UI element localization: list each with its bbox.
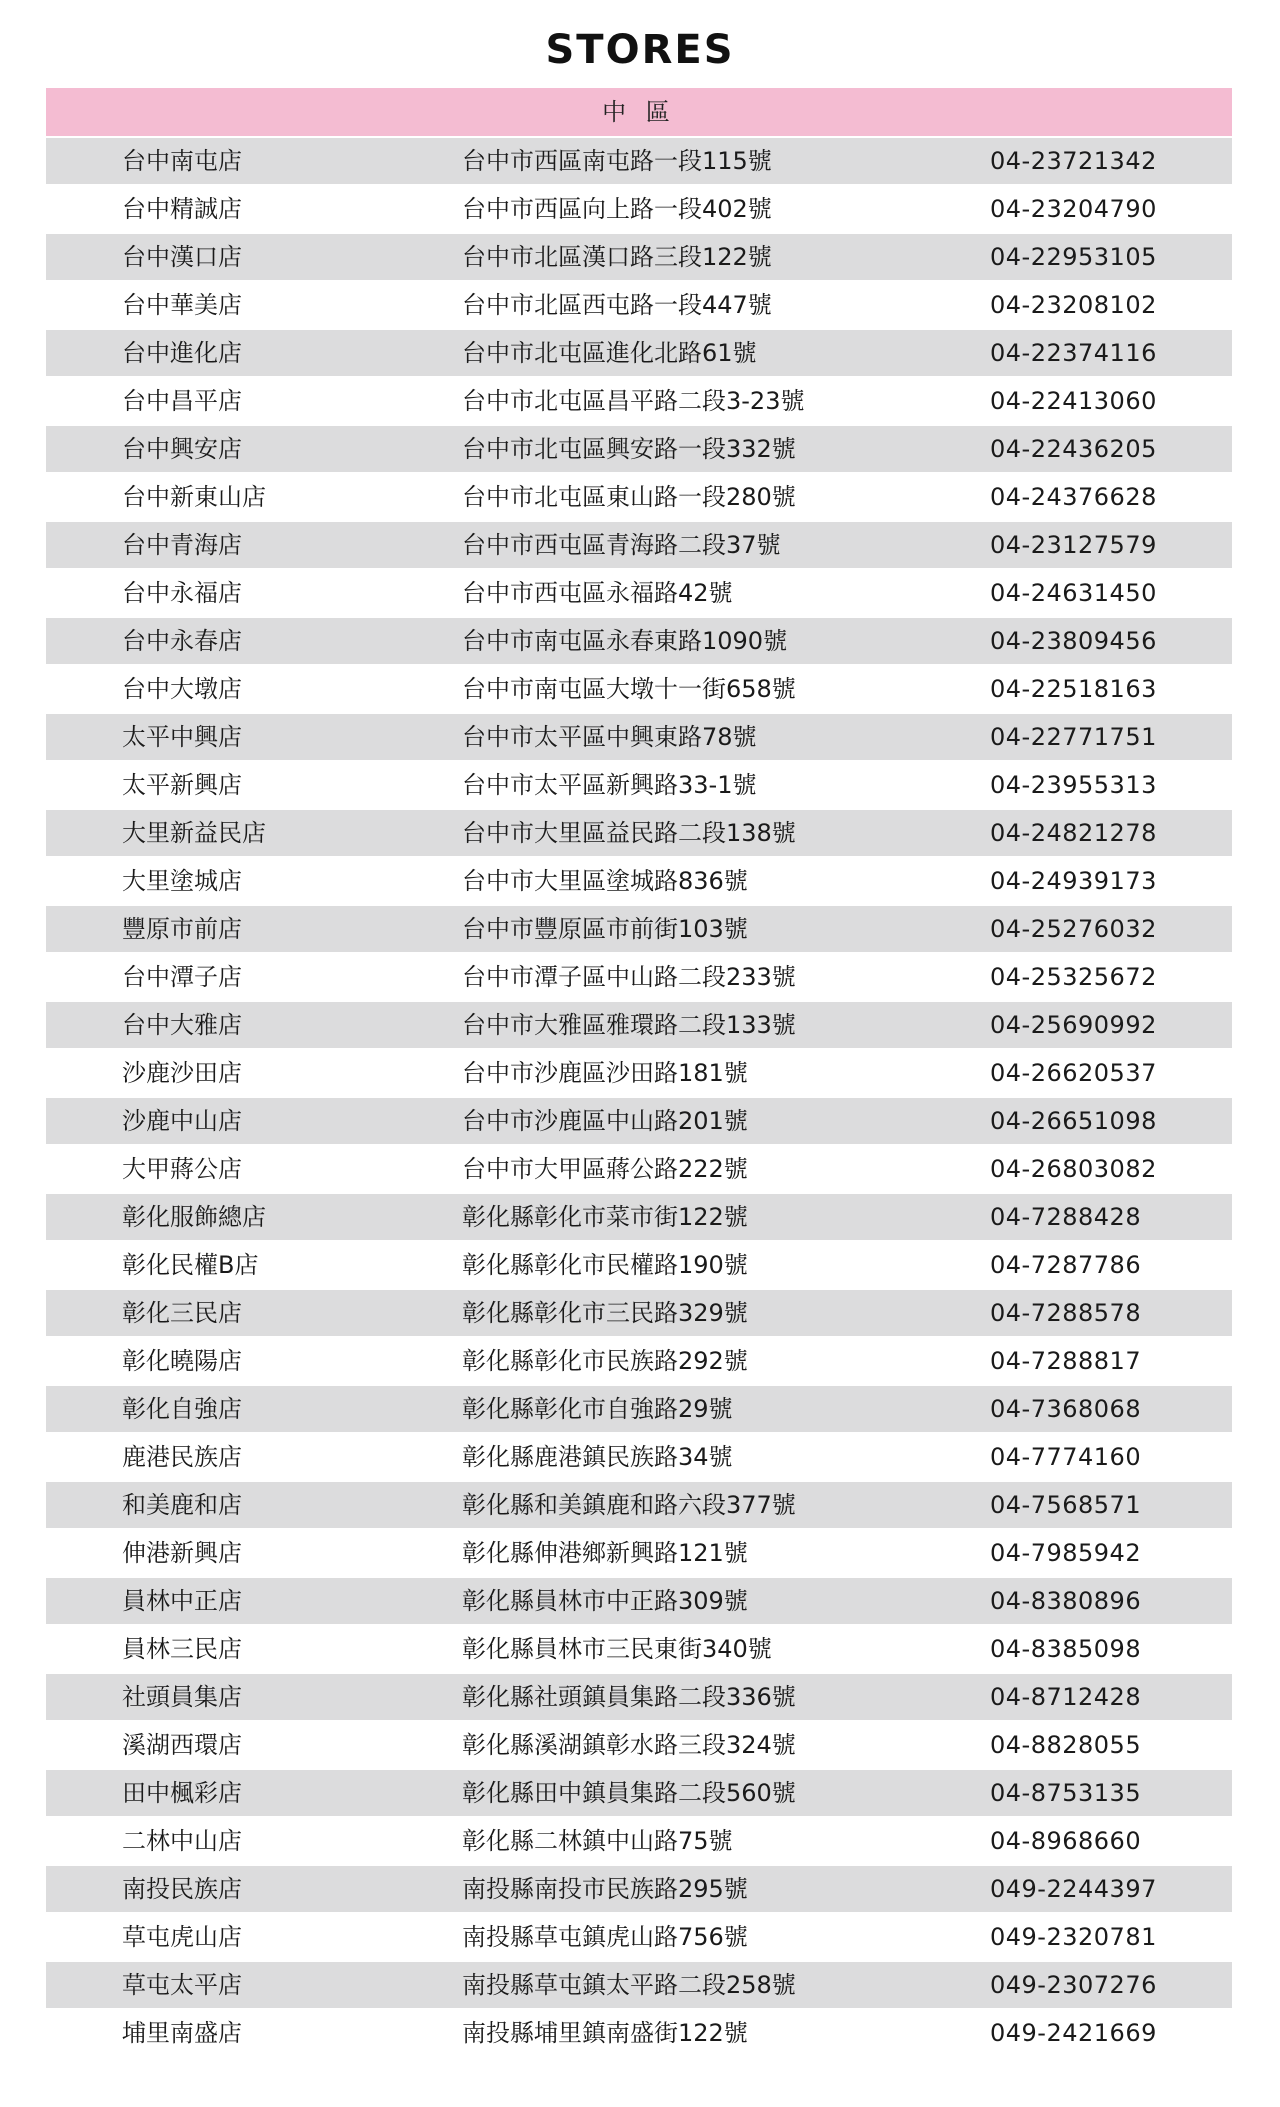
store-name: 大里塗城店 [122,867,242,895]
store-address: 台中市北區西屯路一段447號 [462,291,772,319]
store-phone: 04-23721342 [990,147,1157,175]
table-row [46,1338,1232,1384]
store-phone: 04-24939173 [990,867,1157,895]
store-phone: 04-8968660 [990,1827,1142,1855]
store-phone: 04-22436205 [990,435,1157,463]
table-row [46,426,1232,472]
table-row [46,762,1232,808]
store-phone: 04-26620537 [990,1059,1157,1087]
store-name: 台中進化店 [122,339,242,367]
store-address: 台中市西區向上路一段402號 [462,195,772,223]
store-name: 彰化曉陽店 [122,1347,242,1375]
store-phone: 04-25276032 [990,915,1157,943]
table-row [46,1434,1232,1480]
store-name: 豐原市前店 [122,915,242,943]
store-name: 伸港新興店 [122,1539,242,1567]
store-name: 社頭員集店 [122,1683,242,1711]
store-name: 台中漢口店 [122,243,242,271]
table-row [46,522,1232,568]
store-name: 田中楓彩店 [122,1779,242,1807]
table-row [46,1146,1232,1192]
table-row [46,1866,1232,1912]
store-address: 台中市南屯區永春東路1090號 [462,627,788,655]
table-row [46,1386,1232,1432]
store-phone: 04-23809456 [990,627,1157,655]
store-name: 台中永春店 [122,627,242,655]
store-phone: 04-26651098 [990,1107,1157,1135]
store-phone: 04-8712428 [990,1683,1142,1711]
table-row [46,858,1232,904]
table-row [46,1626,1232,1672]
table-row [46,1098,1232,1144]
table-row [46,1290,1232,1336]
store-address: 彰化縣彰化市菜市街122號 [462,1203,748,1231]
table-row [46,1002,1232,1048]
store-address: 南投縣草屯鎮虎山路756號 [462,1923,748,1951]
store-address: 台中市南屯區大墩十一街658號 [462,675,796,703]
store-name: 台中青海店 [122,531,242,559]
store-address: 台中市潭子區中山路二段233號 [462,963,796,991]
store-address: 台中市大甲區蔣公路222號 [462,1155,748,1183]
store-name: 二林中山店 [122,1827,242,1855]
store-phone: 04-23204790 [990,195,1157,223]
store-phone: 04-22771751 [990,723,1157,751]
store-address: 彰化縣和美鎮鹿和路六段377號 [462,1491,796,1519]
table-row [46,906,1232,952]
store-address: 台中市太平區中興東路78號 [462,723,757,751]
store-address: 彰化縣社頭鎮員集路二段336號 [462,1683,796,1711]
table-row [46,1722,1232,1768]
store-address: 彰化縣溪湖鎮彰水路三段324號 [462,1731,796,1759]
store-address: 台中市西屯區永福路42號 [462,579,733,607]
store-name: 台中大雅店 [122,1011,242,1039]
store-name: 台中潭子店 [122,963,242,991]
store-address: 台中市大雅區雅環路二段133號 [462,1011,796,1039]
store-phone: 04-22374116 [990,339,1157,367]
table-row [46,330,1232,376]
store-phone: 04-23127579 [990,531,1157,559]
store-name: 台中華美店 [122,291,242,319]
store-phone: 04-24376628 [990,483,1157,511]
store-list [46,138,1232,2056]
store-phone: 04-7568571 [990,1491,1142,1519]
store-phone: 04-23208102 [990,291,1157,319]
store-address: 彰化縣彰化市民族路292號 [462,1347,748,1375]
store-name: 大里新益民店 [122,819,266,847]
store-name: 沙鹿沙田店 [122,1059,242,1087]
store-phone: 04-7288817 [990,1347,1142,1375]
store-address: 彰化縣彰化市三民路329號 [462,1299,748,1327]
table-row [46,186,1232,232]
store-address: 台中市北區漢口路三段122號 [462,243,772,271]
store-name: 南投民族店 [122,1875,242,1903]
store-address: 台中市西區南屯路一段115號 [462,147,772,175]
table-row [46,618,1232,664]
store-address: 彰化縣員林市三民東街340號 [462,1635,772,1663]
store-name: 台中永福店 [122,579,242,607]
store-phone: 04-22413060 [990,387,1157,415]
store-phone: 04-8385098 [990,1635,1142,1663]
store-phone: 04-7368068 [990,1395,1142,1423]
table-row [46,234,1232,280]
store-name: 大甲蔣公店 [122,1155,242,1183]
store-address: 台中市北屯區東山路一段280號 [462,483,796,511]
store-address: 彰化縣田中鎮員集路二段560號 [462,1779,796,1807]
store-name: 草屯太平店 [122,1971,242,1999]
store-address: 彰化縣彰化市民權路190號 [462,1251,748,1279]
store-address: 台中市豐原區市前街103號 [462,915,748,943]
store-phone: 049-2421669 [990,2019,1157,2047]
table-row [46,1914,1232,1960]
store-address: 台中市北屯區興安路一段332號 [462,435,796,463]
table-row [46,1674,1232,1720]
table-row [46,1818,1232,1864]
table-row [46,138,1232,184]
store-address: 南投縣南投市民族路295號 [462,1875,748,1903]
store-name: 員林中正店 [122,1587,242,1615]
table-row [46,1578,1232,1624]
store-phone: 04-7287786 [990,1251,1142,1279]
store-name: 台中大墩店 [122,675,242,703]
store-name: 員林三民店 [122,1635,242,1663]
table-row [46,1482,1232,1528]
store-name: 台中南屯店 [122,147,242,175]
store-name: 和美鹿和店 [122,1491,242,1519]
store-address: 彰化縣鹿港鎮民族路34號 [462,1443,733,1471]
store-phone: 04-8753135 [990,1779,1142,1807]
table-row [46,378,1232,424]
store-address: 南投縣草屯鎮太平路二段258號 [462,1971,796,1999]
store-phone: 04-23955313 [990,771,1157,799]
table-row [46,1194,1232,1240]
store-name: 埔里南盛店 [122,2019,242,2047]
table-row [46,714,1232,760]
table-row [46,810,1232,856]
store-address: 台中市北屯區進化北路61號 [462,339,757,367]
table-row [46,1770,1232,1816]
store-address: 台中市沙鹿區沙田路181號 [462,1059,748,1087]
store-phone: 049-2320781 [990,1923,1157,1951]
table-row [46,954,1232,1000]
store-address: 彰化縣員林市中正路309號 [462,1587,748,1615]
store-address: 台中市西屯區青海路二段37號 [462,531,781,559]
table-row [46,474,1232,520]
table-row [46,1530,1232,1576]
store-address: 台中市太平區新興路33-1號 [462,771,757,799]
store-name: 台中新東山店 [122,483,266,511]
store-address: 台中市北屯區昌平路二段3-23號 [462,387,805,415]
table-row [46,2010,1232,2056]
table-row [46,1242,1232,1288]
store-address: 台中市大里區塗城路836號 [462,867,748,895]
store-phone: 04-7774160 [990,1443,1142,1471]
store-phone: 04-25690992 [990,1011,1157,1039]
store-phone: 04-22953105 [990,243,1157,271]
store-name: 台中昌平店 [122,387,242,415]
store-phone: 04-7985942 [990,1539,1142,1567]
region-header: 中 區 [46,88,1232,136]
store-phone: 04-24821278 [990,819,1157,847]
store-phone: 049-2307276 [990,1971,1157,1999]
table-row [46,666,1232,712]
store-name: 台中精誠店 [122,195,242,223]
store-phone: 04-24631450 [990,579,1157,607]
store-phone: 04-25325672 [990,963,1157,991]
table-row [46,570,1232,616]
store-name: 太平新興店 [122,771,242,799]
page-title: STORES [545,27,735,73]
store-name: 彰化三民店 [122,1299,242,1327]
store-address: 台中市沙鹿區中山路201號 [462,1107,748,1135]
store-name: 彰化自強店 [122,1395,242,1423]
store-name: 台中興安店 [122,435,242,463]
store-phone: 04-7288578 [990,1299,1142,1327]
store-phone: 04-7288428 [990,1203,1142,1231]
store-phone: 04-8828055 [990,1731,1142,1759]
store-address: 彰化縣彰化市自強路29號 [462,1395,733,1423]
store-address: 彰化縣二林鎮中山路75號 [462,1827,733,1855]
store-address: 台中市大里區益民路二段138號 [462,819,796,847]
store-name: 鹿港民族店 [122,1443,242,1471]
store-table [46,88,1232,2056]
store-address: 彰化縣伸港鄉新興路121號 [462,1539,748,1567]
store-phone: 049-2244397 [990,1875,1157,1903]
store-name: 草屯虎山店 [122,1923,242,1951]
table-row [46,1050,1232,1096]
store-name: 沙鹿中山店 [122,1107,242,1135]
store-name: 彰化服飾總店 [122,1203,266,1231]
store-name: 溪湖西環店 [122,1731,242,1759]
table-row [46,282,1232,328]
store-name: 彰化民權B店 [122,1251,259,1279]
store-phone: 04-22518163 [990,675,1157,703]
store-address: 南投縣埔里鎮南盛街122號 [462,2019,748,2047]
table-row [46,1962,1232,2008]
store-phone: 04-8380896 [990,1587,1142,1615]
store-name: 太平中興店 [122,723,242,751]
store-phone: 04-26803082 [990,1155,1157,1183]
